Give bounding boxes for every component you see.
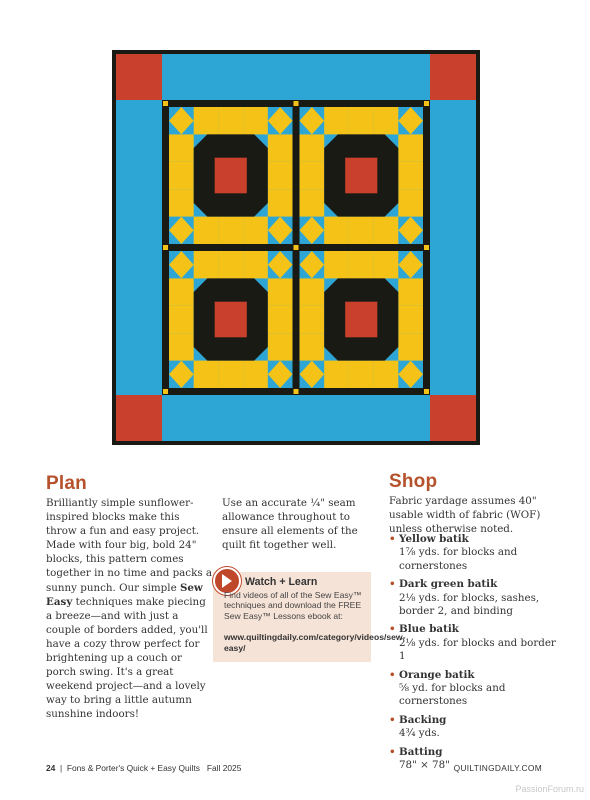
shop-item-blue-batik: • Blue batik 2⅛ yds. for blocks and border 1 [389, 623, 556, 663]
quilt-yellow-patch [349, 251, 374, 278]
bullet-icon: • [389, 713, 396, 726]
quilt-yellow-patch [300, 162, 325, 189]
quilt-yellow-patch [398, 333, 423, 360]
quilt-yellow-patch [169, 134, 194, 161]
quilt-yellow-patch [300, 189, 325, 216]
play-triangle-icon [222, 574, 232, 588]
quilt-sash-cornerstone [294, 101, 299, 106]
quilt-yellow-patch [268, 333, 293, 360]
shop-intro: Fabric yardage assumes 40" usable width of fabric (WOF) unless otherwise noted. [389, 495, 541, 536]
page-number: 24 [46, 763, 56, 773]
quilt-yellow-patch [169, 333, 194, 360]
quilt-yellow-patch [169, 306, 194, 333]
bullet-icon: • [389, 623, 396, 636]
quilt-yellow-patch [268, 134, 293, 161]
quilt-sash-cornerstone [294, 245, 299, 250]
quilt-yellow-patch [243, 107, 268, 134]
quilt-yellow-patch [398, 189, 423, 216]
quilt-yellow-patch [300, 134, 325, 161]
quilt-yellow-patch [169, 189, 194, 216]
sew-easy-bold: Sew Easy [46, 581, 203, 608]
quilt-sash-cornerstone [163, 245, 168, 250]
shop-item-batting: • Batting 78" × 78" [389, 745, 450, 772]
quilt-yellow-patch [268, 162, 293, 189]
issue-label: Fall 2025 [206, 763, 242, 773]
quilt-yellow-patch [398, 134, 423, 161]
quilt-cornerstone [116, 54, 162, 100]
quilt-center-square [215, 158, 247, 194]
plan-text-part-2: techniques make piecing a breeze—and with just a couple of borders added, you'll have a cozy throw perfect for brightening up a couch or porch swing. It's a great weekend project—and a lovely way to bring a little autumn sunshine indoors! [46, 595, 208, 721]
quilt-cornerstone [116, 395, 162, 441]
shop-item-yellow-batik: • Yellow batik 1⅞ yds. for blocks and cornerstones [389, 533, 518, 572]
bullet-icon: • [389, 578, 396, 591]
seam-allowance-paragraph: Use an accurate ¼" seam allowance throughout to ensure all elements of the quilt fit together well. [222, 497, 358, 552]
bullet-icon: • [389, 745, 396, 758]
quilt-yellow-patch [194, 361, 219, 388]
quilt-yellow-patch [300, 306, 325, 333]
footer-separator: | [59, 763, 63, 773]
quilt-yellow-patch [300, 278, 325, 305]
quilt-yellow-patch [243, 361, 268, 388]
site-link[interactable]: QUILTINGDAILY.COM [453, 763, 542, 773]
quilt-sash-cornerstone [163, 101, 168, 106]
quilt-yellow-patch [398, 306, 423, 333]
quilt-yellow-patch [398, 162, 423, 189]
plan-paragraph [46, 496, 212, 722]
quilt-sash-cornerstone [424, 101, 429, 106]
quilt-yellow-patch [374, 107, 399, 134]
bullet-icon: • [389, 668, 396, 681]
quilt-yellow-patch [324, 361, 349, 388]
quilt-yellow-patch [374, 251, 399, 278]
quilt-sash-cornerstone [424, 389, 429, 394]
quilt-yellow-patch [169, 162, 194, 189]
quilt-yellow-patch [194, 251, 219, 278]
quilt-yellow-patch [218, 217, 243, 244]
quilt-yellow-patch [398, 278, 423, 305]
quilt-yellow-patch [349, 107, 374, 134]
shop-heading: Shop [389, 471, 438, 492]
bullet-icon: • [389, 533, 396, 545]
quilt-yellow-patch [324, 107, 349, 134]
quilt-yellow-patch [268, 306, 293, 333]
plan-text-part-1: Brilliantly simple sunflower-inspired blocks make this throw a fun and easy project. Made with four big, bold 24" blocks, this pattern comes together in no time and packs a sunny punch. Our simple [46, 497, 213, 594]
quilt-yellow-patch [243, 217, 268, 244]
quilt-illustration [112, 50, 480, 445]
quilt-yellow-patch [268, 189, 293, 216]
sew-easy-link[interactable]: www.quiltingdaily.com/category/videos/sew-easy/ [224, 632, 406, 653]
watch-learn-text: Find videos of all of the Sew Easy™ techniques and download the FREE Sew Easy™ Lessons ebook at: [224, 590, 362, 621]
quilt-yellow-patch [374, 361, 399, 388]
quilt-yellow-patch [243, 251, 268, 278]
quilt-sash-cornerstone [294, 389, 299, 394]
quilt-cornerstone [430, 395, 476, 441]
quilt-yellow-patch [194, 107, 219, 134]
quilt-yellow-patch [349, 217, 374, 244]
quilt-yellow-patch [324, 217, 349, 244]
quilt-yellow-patch [324, 251, 349, 278]
page-footer [46, 763, 241, 773]
quilt-yellow-patch [374, 217, 399, 244]
quilt-yellow-patch [300, 333, 325, 360]
shop-list [389, 533, 559, 778]
watermark: PassionForum.ru [515, 784, 584, 794]
shop-item-backing: • Backing 4¾ yds. [389, 713, 447, 740]
quilt-yellow-patch [218, 251, 243, 278]
quilt-sash-cornerstone [424, 245, 429, 250]
quilt-cornerstone [430, 54, 476, 100]
quilt-yellow-patch [349, 361, 374, 388]
quilt-yellow-patch [268, 278, 293, 305]
quilt-sash-cornerstone [163, 389, 168, 394]
publication-name: Fons & Porter's Quick + Easy Quilts [66, 763, 200, 773]
shop-item-orange-batik: • Orange batik ⅝ yd. for blocks and cornerstones [389, 668, 506, 708]
quilt-center-square [345, 158, 377, 194]
quilt-center-square [345, 302, 377, 338]
quilt-yellow-patch [169, 278, 194, 305]
quilt-center-square [215, 302, 247, 338]
quilt-yellow-patch [218, 107, 243, 134]
quilt-yellow-patch [218, 361, 243, 388]
quilt-yellow-patch [194, 217, 219, 244]
shop-item-dark-green-batik: • Dark green batik 2⅛ yds. for blocks, sashes, border 2, and binding [389, 578, 540, 618]
plan-heading: Plan [46, 473, 87, 494]
watch-learn-title: Watch + Learn [245, 576, 318, 588]
